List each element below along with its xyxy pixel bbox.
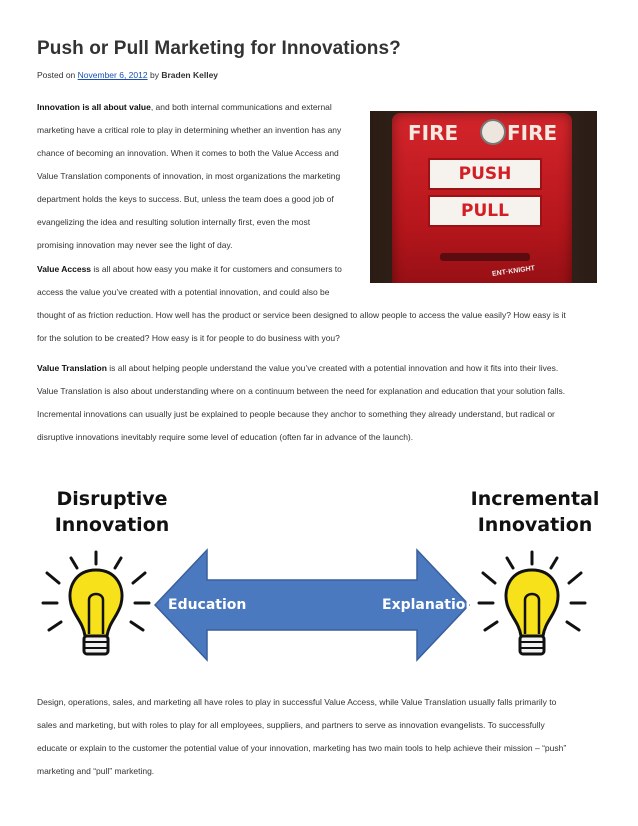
value-access-lead: Value Access — [37, 264, 92, 274]
vt-line-1 — [37, 363, 558, 373]
closing-line-1: Design, operations, sales, and marketing all have roles to play in successful Value Access, while Value Translation usually falls primarily to — [37, 697, 557, 707]
vt-line-4: disruptive innovations inevitably require some level of education (often far in advance of the launch). — [37, 432, 414, 442]
intro-line-5: department holds the keys to success. But, unless the team does a good job of — [37, 194, 334, 204]
right-title-line-1: Incremental — [470, 488, 600, 510]
author-name: Braden Kelley — [161, 70, 219, 80]
intro-line-4: Value Translation components of innovation, in most organizations the marketing — [37, 171, 341, 181]
explanation-label: Explanation — [382, 597, 476, 613]
fire-label-right: FIRE — [507, 121, 558, 145]
vt-line-2: Value Translation is also about understanding where on a continuum between the need for explanation and education that your solution falls. — [37, 386, 566, 396]
education-label: Education — [168, 597, 247, 613]
push-label: PUSH — [428, 158, 542, 190]
page-title: Push or Pull Marketing for Innovations? — [37, 38, 401, 59]
right-lightbulb-icon — [479, 552, 585, 654]
left-title-line-2: Innovation — [54, 514, 170, 536]
vt-text: is all about helping people understand the value you’ve created with a potential innovation and how it fits into their lives. — [106, 363, 559, 373]
vt-line-3: Incremental innovations can usually just be explained to people because they anchor to something they already understand, but radical or — [37, 409, 555, 419]
fire-label-left: FIRE — [408, 121, 459, 145]
va-line-1 — [37, 264, 342, 274]
intro-line-2: marketing have a critical role to play in determining whether an invention has any — [37, 125, 342, 135]
pull-label: PULL — [428, 195, 542, 227]
value-translation-lead: Value Translation — [37, 363, 107, 373]
va-line-2: access the value you’ve created with a potential innovation, and could also be — [37, 287, 330, 297]
innovation-spectrum-diagram — [37, 480, 601, 676]
alarm-slot — [440, 253, 530, 261]
alarm-brand: ENT·KNIGHT — [491, 265, 536, 278]
post-date-link[interactable]: November 6, 2012 — [77, 70, 148, 80]
diagram-graphics — [37, 480, 601, 676]
intro-line-7: promising innovation may never see the light of day. — [37, 240, 233, 250]
post-meta — [37, 70, 218, 80]
closing-line-2: sales and marketing, but with roles to play for all employees, suppliers, and partners to serve as innovation evangelists. To successfully — [37, 720, 545, 730]
by-label: by — [149, 70, 159, 80]
intro-text: , and both internal communications and external — [150, 102, 332, 112]
va-line-4: for the solution to be created? How easy is it for people to do business with you? — [37, 333, 340, 343]
intro-line-6: evangelizing the idea and resulting solution internally first, even the most — [37, 217, 311, 227]
closing-line-3: educate or explain to the customer the potential value of your innovation, marketing has two main tools to help achieve their mission – “push” — [37, 743, 567, 753]
intro-lead: Innovation is all about value — [37, 102, 151, 112]
left-lightbulb-icon — [43, 552, 149, 654]
closing-line-4: marketing and “pull” marketing. — [37, 766, 155, 776]
va-text: is all about how easy you make it for customers and consumers to — [91, 264, 342, 274]
alarm-box — [392, 113, 572, 283]
push-pull-fire-alarm-photo — [370, 111, 597, 283]
posted-on-label: Posted on — [37, 70, 76, 80]
va-line-3: thought of as friction reduction. How well has the product or service been designed to allow people to access the value easily? How easy is it — [37, 310, 566, 320]
left-title-line-1: Disruptive — [56, 488, 168, 510]
intro-line-3: chance of becoming an innovation. When it comes to both the Value Access and — [37, 148, 339, 158]
intro-line-1 — [37, 102, 332, 112]
right-title-line-2: Innovation — [477, 514, 593, 536]
alarm-knob — [480, 119, 506, 145]
